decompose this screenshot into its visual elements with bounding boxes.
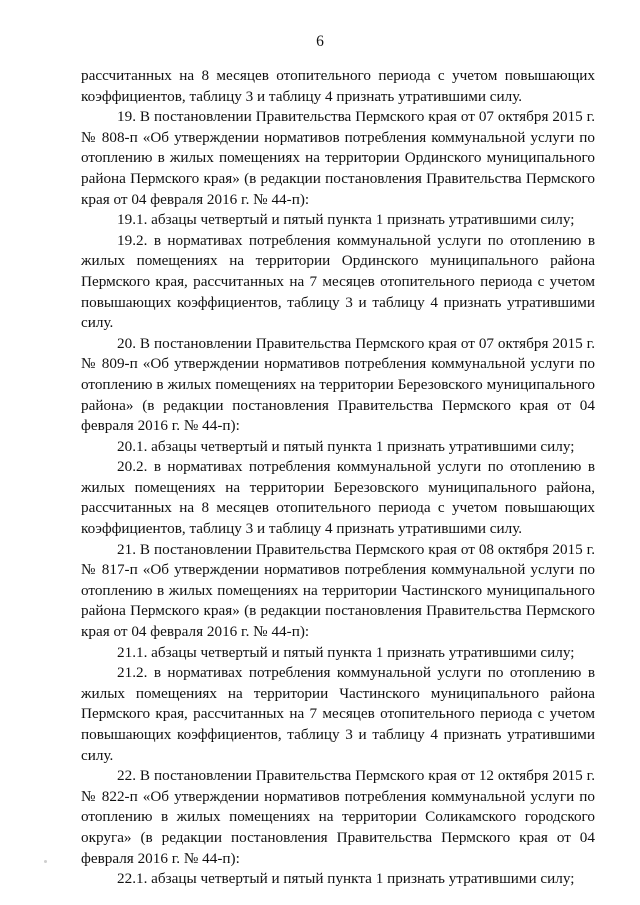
paragraph-19: 19. В постановлении Правительства Пермского края от 07 октября 2015 г. № 808-п «Об утверждении нормативов потребления коммунальной услуги по отоплению в жилых помещениях на территории Ординского муниципального района Пермского края» (в редакции постановления Правительства Пермского края от 04 февраля 2016 г. № 44-п): <box>81 108 595 208</box>
paragraph-22: 22. В постановлении Правительства Пермского края от 12 октября 2015 г. № 822-п «Об утверждении нормативов потребления коммунальной услуги по отоплению в жилых помещениях на территории Соликамского городского округа» (в редакции постановления Правительства Пермского края от 04 февраля 2016 г. № 44-п): <box>81 767 595 867</box>
paragraph-21-2: 21.2. в нормативах потребления коммунальной услуги по отоплению в жилых помещениях на территории Частинского муниципального района Пермского края, рассчитанных на 7 месяцев отопительного периода с учетом повышающих коэффициентов, таблицу 3 и таблицу 4 признать утратившими силу. <box>81 664 595 764</box>
document-body <box>81 66 595 890</box>
paragraph-22-1: 22.1. абзацы четвертый и пятый пункта 1 признать утратившими силу; <box>117 870 575 888</box>
paragraph-21-1: 21.1. абзацы четвертый и пятый пункта 1 признать утратившими силу; <box>117 643 575 661</box>
paragraph-21: 21. В постановлении Правительства Пермского края от 08 октября 2015 г. № 817-п «Об утверждении нормативов потребления коммунальной услуги по отоплению в жилых помещениях на территории Частинского муниципального района Пермского края» (в редакции постановления Правительства Пермского края от 04 февраля 2016 г. № 44-п): <box>81 540 595 641</box>
paragraph-19-1: 19.1. абзацы четвертый и пятый пункта 1 признать утратившими силу; <box>117 211 575 229</box>
paragraph-20-2: 20.2. в нормативах потребления коммунальной услуги по отоплению в жилых помещениях на территории Березовского муниципального района, рассчитанных на 8 месяцев отопительного периода с учетом повышающих коэффициентов, таблицу 3 и таблицу 4 признать утратившими силу. <box>81 458 595 538</box>
paragraph-18-continuation: рассчитанных на 8 месяцев отопительного периода с учетом повышающих коэффициентов, таблицу 3 и таблицу 4 признать утратившими силу. <box>81 67 595 105</box>
paragraph-20: 20. В постановлении Правительства Пермского края от 07 октября 2015 г. № 809-п «Об утверждении нормативов потребления коммунальной услуги по отоплению в жилых помещениях на территории Березовского муниципального района» (в редакции постановления Правительства Пермского края от 04 февраля 2016 г. № 44-п): <box>81 334 595 435</box>
paragraph-20-1: 20.1. абзацы четвертый и пятый пункта 1 признать утратившими силу; <box>117 437 575 455</box>
scan-speck <box>44 860 47 863</box>
page-number: 6 <box>316 33 324 50</box>
paragraph-19-2: 19.2. в нормативах потребления коммунальной услуги по отоплению в жилых помещениях на территории Ординского муниципального района Пермского края, рассчитанных на 7 месяцев отопительного периода с учетом повышающих коэффициентов, таблицу 3 и таблицу 4 признать утратившими силу. <box>81 231 595 332</box>
